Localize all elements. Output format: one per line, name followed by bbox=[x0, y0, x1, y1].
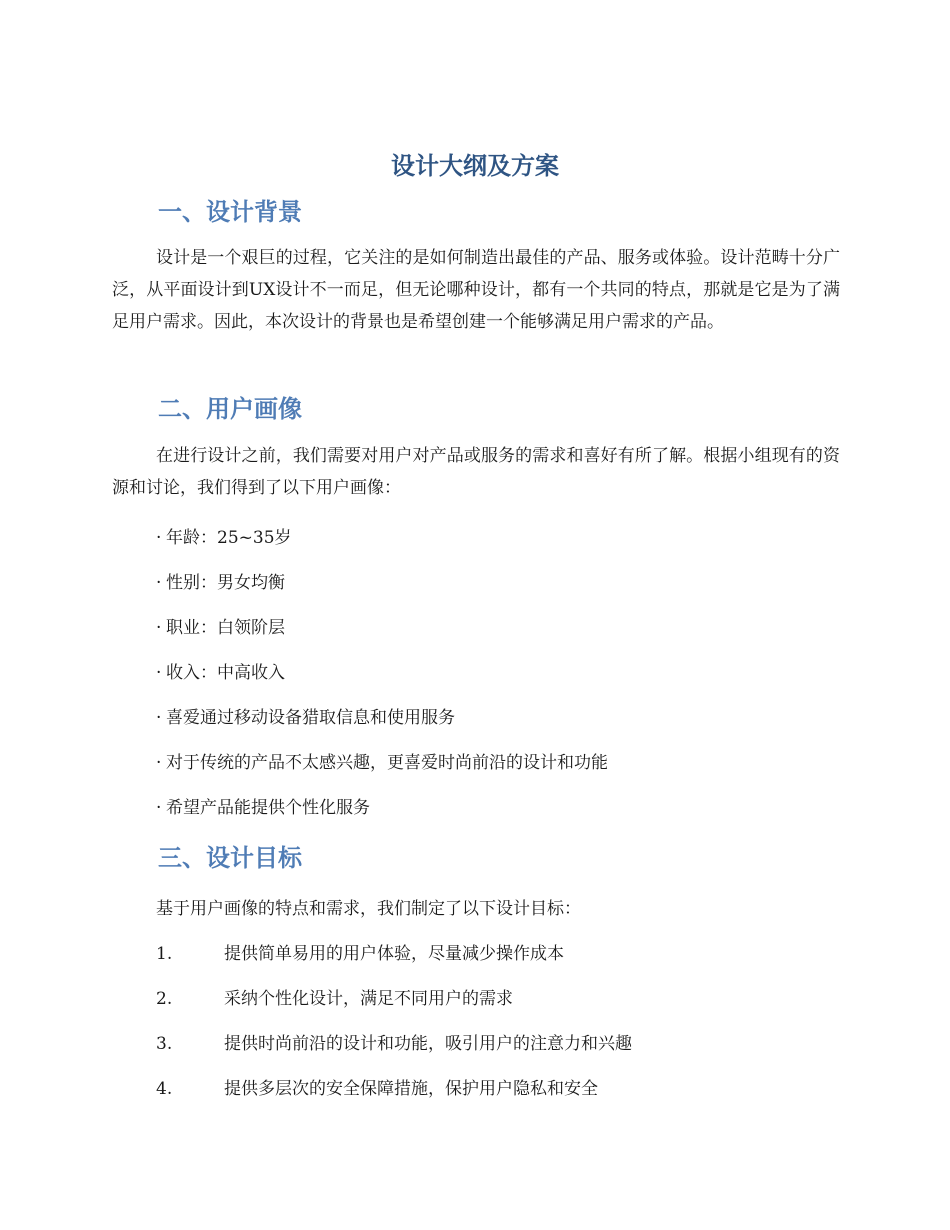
list-item bbox=[156, 658, 285, 683]
item-text: 提供简单易用的用户体验，尽量减少操作成本 bbox=[224, 944, 564, 964]
section-heading-user-persona: 二、用户画像 bbox=[158, 395, 302, 423]
bullet-dot: · bbox=[156, 573, 162, 593]
numbered-item bbox=[156, 1029, 632, 1054]
numbered-item bbox=[156, 984, 513, 1009]
bullet-dot: · bbox=[156, 753, 162, 773]
bullet-text: 喜爱通过移动设备猎取信息和使用服务 bbox=[166, 708, 455, 728]
bullet-dot: · bbox=[156, 663, 162, 683]
item-text: 采纳个性化设计，满足不同用户的需求 bbox=[224, 989, 513, 1009]
bullet-dot: · bbox=[156, 528, 162, 548]
bullet-dot: · bbox=[156, 798, 162, 818]
list-item bbox=[156, 523, 292, 548]
numbered-item bbox=[156, 1074, 598, 1099]
document-title: 设计大纲及方案 bbox=[391, 152, 559, 180]
design-goals-intro: 基于用户画像的特点和需求，我们制定了以下设计目标： bbox=[156, 899, 581, 919]
bullet-dot: · bbox=[156, 708, 162, 728]
user-persona-paragraph: 在进行设计之前，我们需要对用户对产品或服务的需求和喜好有所了解。根据小组现有的资源和讨论，我们得到了以下用户画像： bbox=[112, 446, 840, 498]
bullet-text: 性别：男女均衡 bbox=[166, 573, 285, 593]
bullet-text: 年龄：25~35岁 bbox=[166, 528, 292, 548]
list-item bbox=[156, 793, 370, 818]
item-number: 1. bbox=[156, 944, 173, 964]
bullet-text: 对于传统的产品不太感兴趣，更喜爱时尚前沿的设计和功能 bbox=[166, 753, 608, 773]
bullet-text: 希望产品能提供个性化服务 bbox=[166, 798, 370, 818]
list-item bbox=[156, 703, 455, 728]
bullet-text: 职业：白领阶层 bbox=[166, 618, 285, 638]
item-number: 2. bbox=[156, 989, 173, 1009]
bullet-dot: · bbox=[156, 618, 162, 638]
item-text: 提供时尚前沿的设计和功能，吸引用户的注意力和兴趣 bbox=[224, 1034, 632, 1054]
list-item bbox=[156, 613, 285, 638]
item-text: 提供多层次的安全保障措施，保护用户隐私和安全 bbox=[224, 1079, 598, 1099]
section-heading-design-goals: 三、设计目标 bbox=[158, 844, 302, 872]
list-item bbox=[156, 748, 608, 773]
list-item bbox=[156, 568, 285, 593]
numbered-item bbox=[156, 939, 564, 964]
item-number: 4. bbox=[156, 1079, 173, 1099]
bullet-text: 收入：中高收入 bbox=[166, 663, 285, 683]
item-number: 3. bbox=[156, 1034, 173, 1054]
background-paragraph: 设计是一个艰巨的过程，它关注的是如何制造出最佳的产品、服务或体验。设计范畴十分广泛，从平面设计到UX设计不一而足，但无论哪种设计，都有一个共同的特点，那就是它是为了满足用户需求。因此，本次设计的背景也是希望创建一个能够满足用户需求的产品。 bbox=[112, 248, 840, 332]
section-heading-background: 一、设计背景 bbox=[158, 198, 302, 226]
